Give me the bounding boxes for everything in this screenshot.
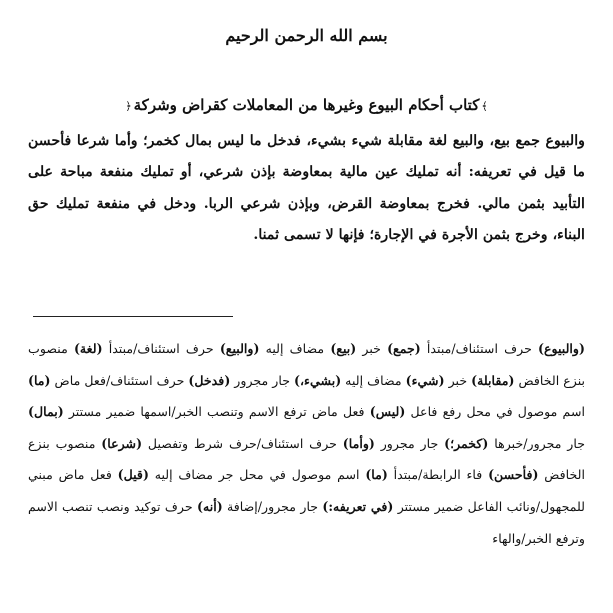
grammar-analysis: مضاف إليه [259,341,331,356]
grammar-analysis: حرف توكيد ونصب تنصب الاسم وترفع الخبر/والهاء [28,498,585,546]
analyzed-term: (ما) [28,372,51,388]
chapter-title [28,96,585,114]
footnote-divider [33,316,233,317]
analyzed-term: (شرعا) [101,435,143,451]
analyzed-term: (جمع) [387,341,421,356]
analyzed-term: (لغة) [73,341,103,356]
grammar-analysis: جار مجرور/إضافة [222,498,323,514]
grammar-analysis: اسم موصول في محل رفع فاعل [405,404,585,420]
grammar-analysis: حرف استئناف/مبتدأ [102,341,220,356]
analyzed-term: (فدخل) [188,372,231,388]
analyzed-term: (بشيء،) [294,372,342,388]
ornate-bracket-open: ﴾ [481,100,488,113]
grammar-analysis: حرف استئناف/حرف شرط وتفصيل [142,435,343,451]
analyzed-term: (بمال) [28,404,64,420]
analyzed-term: (وأما) [342,435,375,451]
grammar-analysis: منصوب بنزع الخافض [28,341,586,388]
analyzed-term: (والبيوع) [538,341,585,356]
grammar-analysis: حرف استئناف/فعل ماض [50,372,189,388]
analyzed-term: (والبيع) [219,341,260,356]
basmala-heading: بسم الله الرحمن الرحيم [225,26,388,45]
grammar-analysis: جار مجرور [374,435,445,451]
chapter-title-text: كتاب أحكام البيوع وغيرها من المعاملات كقراض وشركة [133,96,480,114]
grammar-analysis: منصوب بنزع الخافض [28,435,585,483]
grammar-analysis: خبر [444,372,472,388]
analyzed-term: (شيء) [405,372,445,388]
analyzed-term: (كخمر؛) [444,435,489,451]
analyzed-term: (فأحسن) [488,467,539,483]
document-page [28,0,585,613]
grammar-analysis: جار مجرور [230,372,295,388]
grammar-analysis: حرف استئناف/مبتدأ [420,341,539,356]
analyzed-term: (بيع) [330,341,357,356]
grammar-analysis: جار مجرور/خبرها [488,435,586,451]
analyzed-term: (مقابلة) [471,372,515,388]
grammar-analysis: خبر [356,341,388,356]
analyzed-term: (ليس) [369,404,406,420]
grammar-analysis: فاء الرابطة/مبتدأ [387,467,489,483]
analyzed-term: (أنه) [196,498,223,514]
analyzed-term: (ما) [365,467,388,483]
analyzed-term: (في تعريفه:) [322,498,394,514]
ornate-bracket-close: ﴿ [125,100,132,113]
grammar-analysis: اسم موصول في محل جر مضاف إليه [148,467,366,483]
grammar-commentary [28,333,585,554]
grammar-analysis: فعل ماض ترفع الاسم وتنصب الخبر/اسمها ضمير مستتر [63,404,370,420]
analyzed-term: (قيل) [117,467,149,483]
main-paragraph: والبيوع جمع بيع، والبيع لغة مقابلة شيء بشيء، فدخل ما ليس بمال كخمر؛ وأما شرعا فأحسن ما قيل في تعريفه: أنه تمليك عين مالية بمعاوضة بإذن شرعي، أو تمليك منفعة مباحة على التأبيد بثمن مالي. فخرج بمعاوضة القرض، وبإذن شرعي الربا. ودخل في منفعة تمليك حق البناء، وخرج بثمن الأجرة في الإجارة؛ فإنها لا تسمى ثمنا. [28,133,585,244]
grammar-analysis: فعل ماض مبني للمجهول/ونائب الفاعل ضمير مستتر [28,467,586,514]
grammar-analysis: مضاف إليه [341,372,406,388]
